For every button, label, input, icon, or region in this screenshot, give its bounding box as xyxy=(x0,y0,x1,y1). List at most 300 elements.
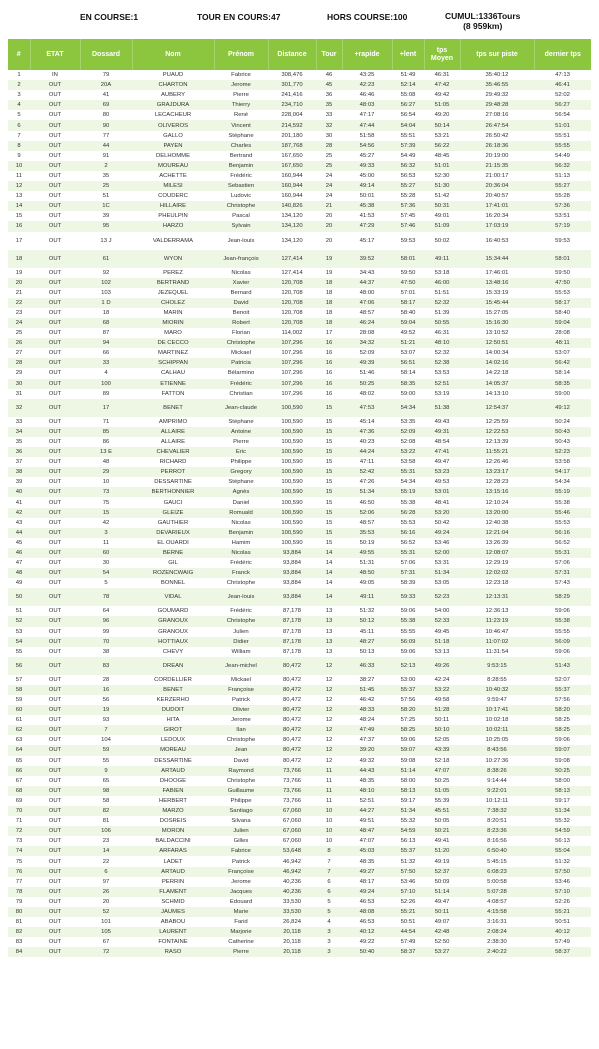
table-cell: Christophe xyxy=(214,338,268,348)
table-cell: 55:31 xyxy=(534,548,591,558)
table-cell: Christophe xyxy=(214,616,268,626)
table-cell: BERTHONNIER xyxy=(132,487,214,497)
table-cell: 47:13 xyxy=(555,72,570,79)
table-cell: Mickael xyxy=(231,350,251,357)
table-cell: 54:49 xyxy=(400,152,416,159)
table-cell: Philippe xyxy=(230,797,252,804)
table-cell: 12 xyxy=(325,717,333,724)
table-cell: 80,472 xyxy=(268,705,316,715)
table-cell: Frédéric xyxy=(230,608,252,615)
table-cell: 50:40 xyxy=(342,947,392,957)
table-cell: 13 xyxy=(316,616,342,626)
table-cell: ROZENCWAIG xyxy=(132,568,214,578)
table-cell: 4 xyxy=(327,919,331,926)
table-row xyxy=(8,358,591,368)
table-cell: 47:07 xyxy=(359,838,375,845)
table-cell: 96 xyxy=(80,616,132,626)
table-cell: 51:28 xyxy=(424,705,460,715)
table-cell: 10 xyxy=(325,818,333,825)
table-cell: FABIEN xyxy=(132,786,214,796)
table-cell: 51:49 xyxy=(400,72,416,79)
table-cell: 48:08 xyxy=(342,907,392,917)
table-cell: 44 xyxy=(80,141,132,151)
table-cell: 19 xyxy=(316,250,342,268)
table-cell: 54:04 xyxy=(392,120,424,130)
table-cell: 34:32 xyxy=(342,338,392,348)
table-cell: 8:43:56 xyxy=(460,745,534,755)
table-cell: 31 xyxy=(15,390,23,397)
table-cell: 50:13 xyxy=(359,648,375,655)
table-cell: 12:13:31 xyxy=(460,588,534,606)
table-cell: OUT xyxy=(48,777,62,784)
table-cell: 10:27:36 xyxy=(485,757,509,764)
table-header-row xyxy=(8,39,591,70)
table-cell: 55:19 xyxy=(534,487,591,497)
table-cell: 54:17 xyxy=(534,467,591,477)
table-row xyxy=(8,161,591,171)
table-cell: OUT xyxy=(48,193,62,200)
table-cell: 58:00 xyxy=(555,777,570,784)
table-row xyxy=(8,675,591,685)
table-cell: OUT xyxy=(30,141,80,151)
table-cell: 23 xyxy=(102,838,110,845)
table-cell: 40:23 xyxy=(359,438,375,445)
column-header: tps sur piste xyxy=(460,39,534,70)
table-cell: 67,060 xyxy=(282,818,302,825)
table-cell: 13:10:52 xyxy=(485,330,509,337)
table-row xyxy=(8,786,591,796)
table-cell: 93,884 xyxy=(268,588,316,606)
table-cell: 36 xyxy=(8,447,30,457)
table-cell: OUT xyxy=(30,705,80,715)
table-cell: Nicolas xyxy=(231,269,251,276)
table-row xyxy=(8,487,591,497)
table-cell: 301,770 xyxy=(268,80,316,90)
table-cell: OUT xyxy=(48,519,62,526)
table-cell: OUT xyxy=(30,867,80,877)
table-cell: 15:33:19 xyxy=(485,289,509,296)
table-cell: 59:08 xyxy=(400,757,416,764)
table-cell: 59 xyxy=(80,745,132,755)
table-cell: 71 xyxy=(102,418,110,425)
table-cell: 47:41 xyxy=(424,447,460,457)
table-cell: 26:47:54 xyxy=(460,120,534,130)
table-cell: 53:46 xyxy=(400,878,416,885)
table-cell: 41 xyxy=(102,92,110,99)
table-cell: 5 xyxy=(316,907,342,917)
table-cell: 53:46 xyxy=(555,878,570,885)
table-cell: 51:31 xyxy=(359,560,375,567)
table-row xyxy=(8,657,591,675)
table-cell: 9:22:01 xyxy=(460,786,534,796)
table-cell: 46:31 xyxy=(434,72,450,79)
table-cell: Julien xyxy=(214,826,268,836)
table-cell: 56 xyxy=(8,657,30,675)
table-cell: 10:02:11 xyxy=(460,725,534,735)
table-cell: 58:25 xyxy=(392,725,424,735)
table-cell: 58:35 xyxy=(534,379,591,389)
table-row xyxy=(8,437,591,447)
table-row xyxy=(8,937,591,947)
table-cell: 52:02 xyxy=(555,92,570,99)
table-cell: 120,708 xyxy=(281,289,303,296)
table-cell: 12:54:37 xyxy=(460,399,534,417)
table-cell: OUT xyxy=(48,289,62,296)
table-cell: 59:04 xyxy=(534,318,591,328)
table-cell: 140,826 xyxy=(268,201,316,211)
table-cell: 54:56 xyxy=(342,141,392,151)
table-cell: Christophe xyxy=(214,201,268,211)
table-cell: 40,236 xyxy=(268,887,316,897)
table-cell: 52:18 xyxy=(434,757,450,764)
table-cell: 47:26 xyxy=(359,479,375,486)
table-cell: 79 xyxy=(102,72,110,79)
table-cell: 66 xyxy=(102,350,110,357)
table-cell: 97 xyxy=(102,878,110,885)
table-cell: 56:51 xyxy=(392,358,424,368)
table-cell: 49:58 xyxy=(434,697,450,704)
table-cell: OUT xyxy=(30,318,80,328)
table-cell: 13 xyxy=(325,648,333,655)
table-cell: 12:40:38 xyxy=(485,519,509,526)
table-cell: 15 xyxy=(316,399,342,417)
table-cell: 48:45 xyxy=(434,152,450,159)
table-cell: 59:07 xyxy=(392,745,424,755)
table-cell: 58:14 xyxy=(555,370,570,377)
table-cell: 18 xyxy=(325,289,333,296)
table-cell: 46:42 xyxy=(359,697,375,704)
table-cell: 47:50 xyxy=(534,278,591,288)
table-cell: 12 xyxy=(325,737,333,744)
table-cell: 12:28:23 xyxy=(485,479,509,486)
table-cell: 8:38:26 xyxy=(460,766,534,776)
table-cell: ALLAIRE xyxy=(160,438,186,445)
table-row xyxy=(8,268,591,278)
table-cell: OUT xyxy=(48,878,62,885)
table-cell: 26:50:42 xyxy=(485,132,509,139)
table-cell: Philippe xyxy=(230,459,252,466)
table-cell: 52 xyxy=(8,616,30,626)
table-cell: 25 xyxy=(316,161,342,171)
table-cell: 58:25 xyxy=(534,725,591,735)
table-cell: 54:34 xyxy=(392,399,424,417)
table-cell: 55:53 xyxy=(400,519,416,526)
table-cell: 51:34 xyxy=(392,806,424,816)
table-cell: 15 xyxy=(316,467,342,477)
table-cell: GAUTHIER xyxy=(157,519,189,526)
table-cell: Christian xyxy=(229,390,253,397)
table-row xyxy=(8,715,591,725)
table-cell: 17:03:19 xyxy=(460,221,534,231)
table-cell: 50:42 xyxy=(434,519,450,526)
table-cell: 7 xyxy=(80,725,132,735)
table-cell: 6:50:40 xyxy=(460,846,534,856)
table-cell: RICHARD xyxy=(159,459,187,466)
table-cell: 12 xyxy=(8,181,30,191)
table-cell: Stéphane xyxy=(228,132,254,139)
table-cell: GLEIZE xyxy=(132,508,214,518)
table-cell: 80,472 xyxy=(268,657,316,675)
table-cell: LEDOUX xyxy=(160,737,186,744)
table-cell: 9 xyxy=(80,766,132,776)
table-cell: 13:48:16 xyxy=(460,278,534,288)
table-cell: 57:45 xyxy=(400,213,416,220)
table-cell: 32 xyxy=(8,399,30,417)
table-cell: 74 xyxy=(8,846,30,856)
table-cell: 13:26:39 xyxy=(485,539,509,546)
table-cell: 92 xyxy=(102,269,110,276)
table-cell: MIORIN xyxy=(132,318,214,328)
table-cell: Jean-louis xyxy=(227,237,255,244)
table-cell: 46:50 xyxy=(359,499,375,506)
table-cell: 50:19 xyxy=(359,539,375,546)
table-cell: PHEULPIN xyxy=(158,213,188,220)
table-cell: OUT xyxy=(30,657,80,675)
table-cell: 55:39 xyxy=(434,797,450,804)
table-cell: OUT xyxy=(30,568,80,578)
table-cell: 38:27 xyxy=(359,676,375,683)
table-cell: 33,530 xyxy=(268,907,316,917)
table-cell: 55:38 xyxy=(555,499,570,506)
table-cell: 28 xyxy=(316,141,342,151)
table-cell: 9:59:47 xyxy=(487,697,507,704)
table-cell: 50:11 xyxy=(434,717,450,724)
table-cell: 51:38 xyxy=(424,399,460,417)
table-cell: 51:34 xyxy=(424,568,460,578)
table-cell: 73 xyxy=(15,838,23,845)
table-cell: 12:25:59 xyxy=(485,418,509,425)
table-cell: 53:31 xyxy=(434,560,450,567)
table-cell: 7 xyxy=(316,867,342,877)
table-row xyxy=(8,887,591,897)
table-row xyxy=(8,508,591,518)
table-row xyxy=(8,368,591,378)
table-cell: 36 xyxy=(325,92,333,99)
table-cell: ABABOU xyxy=(160,919,186,926)
table-row xyxy=(8,120,591,130)
table-cell: GOUMARD xyxy=(157,608,189,615)
table-cell: OUT xyxy=(30,588,80,606)
table-cell: 52:26 xyxy=(400,898,416,905)
table-cell: 4:08:57 xyxy=(487,898,507,905)
table-cell: 11:55:21 xyxy=(460,447,534,457)
table-cell: 22 xyxy=(102,858,110,865)
table-cell: 14:02:16 xyxy=(460,358,534,368)
table-cell: OUT xyxy=(30,947,80,957)
table-cell: 13:23:17 xyxy=(460,467,534,477)
table-cell: 46:53 xyxy=(359,898,375,905)
table-row xyxy=(8,250,591,268)
table-cell: PEREZ xyxy=(163,269,183,276)
table-cell: 55:27 xyxy=(392,181,424,191)
table-cell: 49:45 xyxy=(434,628,450,635)
table-cell: 6 xyxy=(327,878,331,885)
table-cell: 5:07:28 xyxy=(460,887,534,897)
table-cell: 10 xyxy=(316,806,342,816)
table-cell: 13 xyxy=(325,608,333,615)
table-row xyxy=(8,806,591,816)
table-cell: 6 xyxy=(8,120,30,130)
table-cell: 16 xyxy=(316,379,342,389)
table-cell: OUT xyxy=(30,528,80,538)
table-cell: 59:00 xyxy=(400,390,416,397)
table-cell: 50:12 xyxy=(342,616,392,626)
table-row xyxy=(8,477,591,487)
table-cell: 49:24 xyxy=(424,528,460,538)
table-cell: 83 xyxy=(80,657,132,675)
table-cell: 50:43 xyxy=(534,427,591,437)
table-cell: 56:27 xyxy=(392,100,424,110)
table-cell: 56:32 xyxy=(534,161,591,171)
table-cell: 100,590 xyxy=(268,447,316,457)
column-header: Distance xyxy=(268,39,316,70)
table-cell: 20 xyxy=(325,237,333,244)
table-cell: 5 xyxy=(327,898,331,905)
table-cell: Mickael xyxy=(231,676,251,683)
table-cell: 14 xyxy=(8,201,30,211)
table-cell: OUT xyxy=(48,370,62,377)
table-cell: 50:31 xyxy=(424,201,460,211)
table-cell: 134,120 xyxy=(268,221,316,231)
table-cell: 50:10 xyxy=(424,725,460,735)
table-cell: 14 xyxy=(316,588,342,606)
table-cell: 15 xyxy=(316,508,342,518)
table-row xyxy=(8,447,591,457)
table-row xyxy=(8,606,591,616)
table-cell: 24 xyxy=(325,172,333,179)
table-cell: 19 xyxy=(15,269,23,276)
table-cell: 59:53 xyxy=(555,237,570,244)
table-row xyxy=(8,211,591,221)
table-cell: MARIN xyxy=(163,309,183,316)
table-cell: 58:14 xyxy=(400,370,416,377)
table-cell: LAURENT xyxy=(132,927,214,937)
table-cell: 51:32 xyxy=(555,858,570,865)
table-cell: 58:37 xyxy=(534,947,591,957)
table-cell: BENET xyxy=(132,399,214,417)
table-cell: 52:14 xyxy=(392,80,424,90)
table-cell: 98 xyxy=(80,786,132,796)
table-cell: 52:23 xyxy=(534,447,591,457)
table-cell: OUT xyxy=(30,766,80,776)
table-cell: OUT xyxy=(30,358,80,368)
table-cell: 55:53 xyxy=(555,519,570,526)
table-cell: 47 xyxy=(15,560,23,567)
table-cell: 59:06 xyxy=(400,737,416,744)
table-cell: Bertrand xyxy=(229,152,253,159)
table-cell: 55:31 xyxy=(392,467,424,477)
table-cell: 20A xyxy=(80,80,132,90)
table-cell: 46:46 xyxy=(359,92,375,99)
table-cell: Christophe xyxy=(226,777,256,784)
table-cell: 9:14:44 xyxy=(487,777,507,784)
table-cell: 20 xyxy=(8,278,30,288)
table-cell: 64 xyxy=(8,745,30,755)
table-cell: Santiago xyxy=(214,806,268,816)
table-cell: 79 xyxy=(15,898,23,905)
table-cell: 52 xyxy=(80,907,132,917)
table-row xyxy=(8,745,591,755)
table-cell: Ludovic xyxy=(230,193,252,200)
table-cell: OUT xyxy=(30,745,80,755)
table-cell: 11:07:02 xyxy=(460,637,534,647)
table-cell: William xyxy=(231,648,251,655)
table-cell: 32 xyxy=(316,120,342,130)
table-cell: 21 xyxy=(316,201,342,211)
table-cell: 34:43 xyxy=(359,269,375,276)
table-row xyxy=(8,907,591,917)
column-header: Tour xyxy=(316,39,342,70)
table-cell: 12:36:13 xyxy=(485,608,509,615)
table-cell: 80,472 xyxy=(282,697,302,704)
table-cell: JAUMES xyxy=(132,907,214,917)
table-cell: Bernard xyxy=(230,289,252,296)
table-cell: 52:42 xyxy=(342,467,392,477)
table-cell: 15 xyxy=(325,479,333,486)
table-cell: 48:03 xyxy=(342,100,392,110)
table-cell: OUT xyxy=(48,608,62,615)
table-cell: 17 xyxy=(15,237,23,244)
table-cell: 65 xyxy=(102,777,110,784)
table-cell: SCHMID xyxy=(161,898,185,905)
table-cell: LADET xyxy=(163,858,183,865)
table-cell: 51:30 xyxy=(424,181,460,191)
table-row xyxy=(8,518,591,528)
table-cell: 40:12 xyxy=(342,927,392,937)
table-cell: 51:13 xyxy=(555,172,570,179)
table-cell: OUT xyxy=(30,427,80,437)
table-cell: 15 xyxy=(325,418,333,425)
table-cell: GRANOUX xyxy=(158,628,188,635)
table-cell: 16 xyxy=(316,338,342,348)
table-cell: 48:33 xyxy=(342,705,392,715)
table-cell: 14 xyxy=(325,560,333,567)
table-cell: BERNE xyxy=(132,548,214,558)
table-cell: 50:14 xyxy=(424,120,460,130)
table-cell: 10 xyxy=(325,838,333,845)
table-cell: 18 xyxy=(316,278,342,288)
table-cell: 57:31 xyxy=(534,568,591,578)
table-row xyxy=(8,627,591,637)
table-cell: 11 xyxy=(102,539,110,546)
table-cell: 12:10:24 xyxy=(485,499,509,506)
table-cell: CHOLEZ xyxy=(132,298,214,308)
table-cell: 49:27 xyxy=(342,867,392,877)
table-cell: 55:31 xyxy=(392,548,424,558)
table-cell: 73,766 xyxy=(268,786,316,796)
table-row xyxy=(8,836,591,846)
table-row xyxy=(8,427,591,437)
table-cell: MORON xyxy=(132,826,214,836)
table-cell: 29:48:28 xyxy=(460,100,534,110)
table-cell: 48:24 xyxy=(359,717,375,724)
table-cell: 51:18 xyxy=(424,637,460,647)
table-cell: 14:05:37 xyxy=(460,379,534,389)
table-cell: 52:37 xyxy=(424,867,460,877)
table-row xyxy=(8,181,591,191)
table-cell: 49 xyxy=(15,580,23,587)
table-cell: 50:24 xyxy=(555,418,570,425)
table-cell: 20,118 xyxy=(283,939,301,946)
table-cell: 58:40 xyxy=(400,309,416,316)
table-cell: OUT xyxy=(48,539,62,546)
table-cell: 57:25 xyxy=(400,717,416,724)
table-cell: 56:28 xyxy=(392,508,424,518)
table-cell: 51:05 xyxy=(424,786,460,796)
table-cell: 20:19:00 xyxy=(485,152,509,159)
table-cell: 12:08:07 xyxy=(460,548,534,558)
table-cell: 46:53 xyxy=(359,919,375,926)
